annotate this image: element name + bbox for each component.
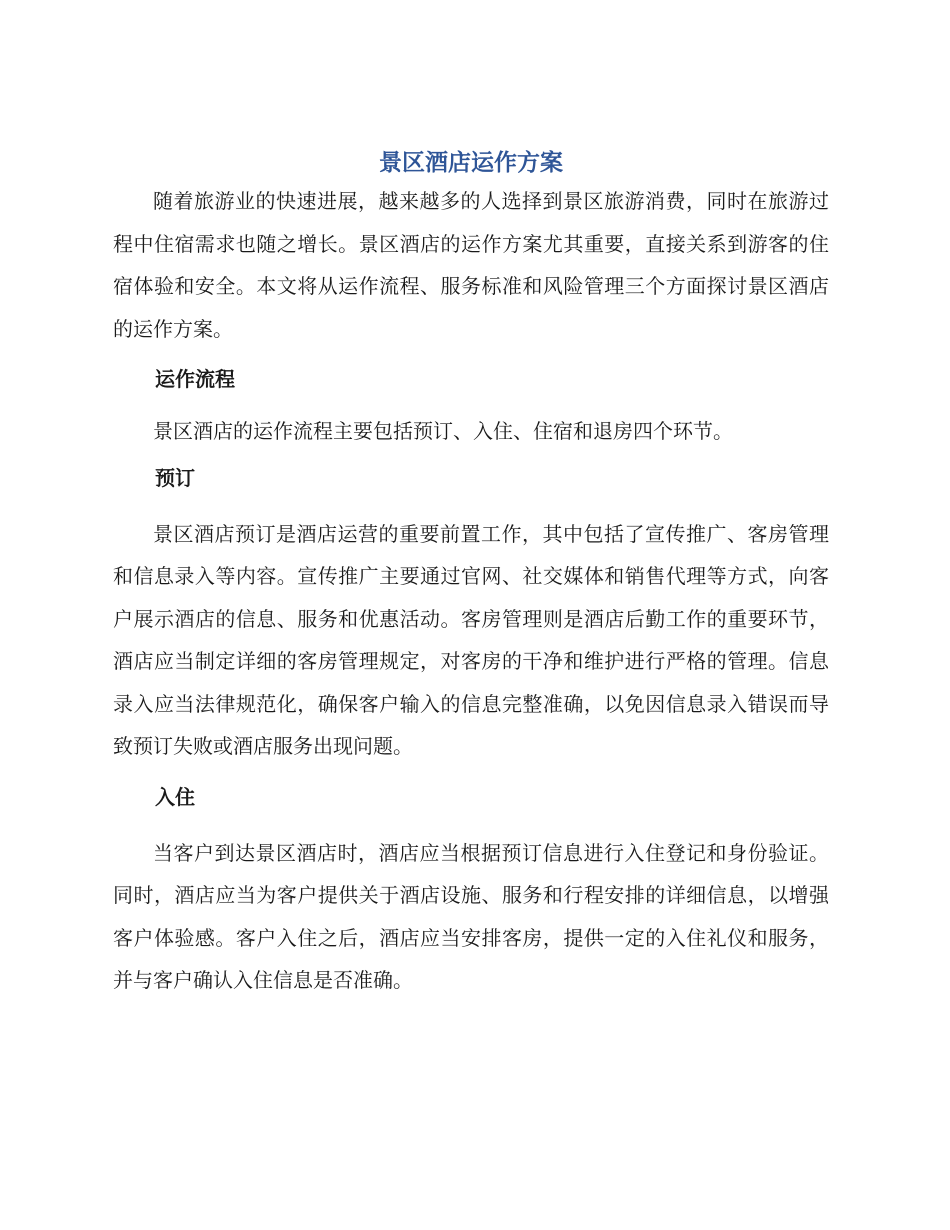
section-heading-operation-flow: 运作流程 xyxy=(155,367,235,391)
section-body-checkin: 当客户到达景区酒店时，酒店应当根据预订信息进行入住登记和身份验证。同时，酒店应当为客户提供关于酒店设施、服务和行程安排的详细信息，以增强客户体验感。客户入住之后，酒店应当安排客房，提供一定的入住礼仪和服务，并与客户确认入住信息是否准确。 xyxy=(113,840,829,992)
section-heading-checkin: 入住 xyxy=(155,784,195,809)
intro-paragraph: 随着旅游业的快速进展，越来越多的人选择到景区旅游消费，同时在旅游过程中住宿需求也随之增长。景区酒店的运作方案尤其重要，直接关系到游客的住宿体验和安全。本文将从运作流程、服务标准和风险管理三个方面探讨景区酒店的运作方案。 xyxy=(113,189,829,341)
document-page xyxy=(113,146,829,1002)
section-heading-booking: 预订 xyxy=(155,465,195,490)
document-title: 景区酒店运作方案 xyxy=(379,150,563,176)
section-body-booking: 景区酒店预订是酒店运营的重要前置工作，其中包括了宣传推广、客房管理和信息录入等内容。宣传推广主要通过官网、社交媒体和销售代理等方式，向客户展示酒店的信息、服务和优惠活动。客房管理则是酒店后勤工作的重要环节，酒店应当制定详细的客房管理规定，对客房的干净和维护进行严格的管理。信息录入应当法律规范化，确保客户输入的信息完整准确，以免因信息录入错误而导致预订失败或酒店服务出现问题。 xyxy=(113,521,829,758)
section-body-operation-flow: 景区酒店的运作流程主要包括预订、入住、住宿和退房四个环节。 xyxy=(153,419,733,443)
